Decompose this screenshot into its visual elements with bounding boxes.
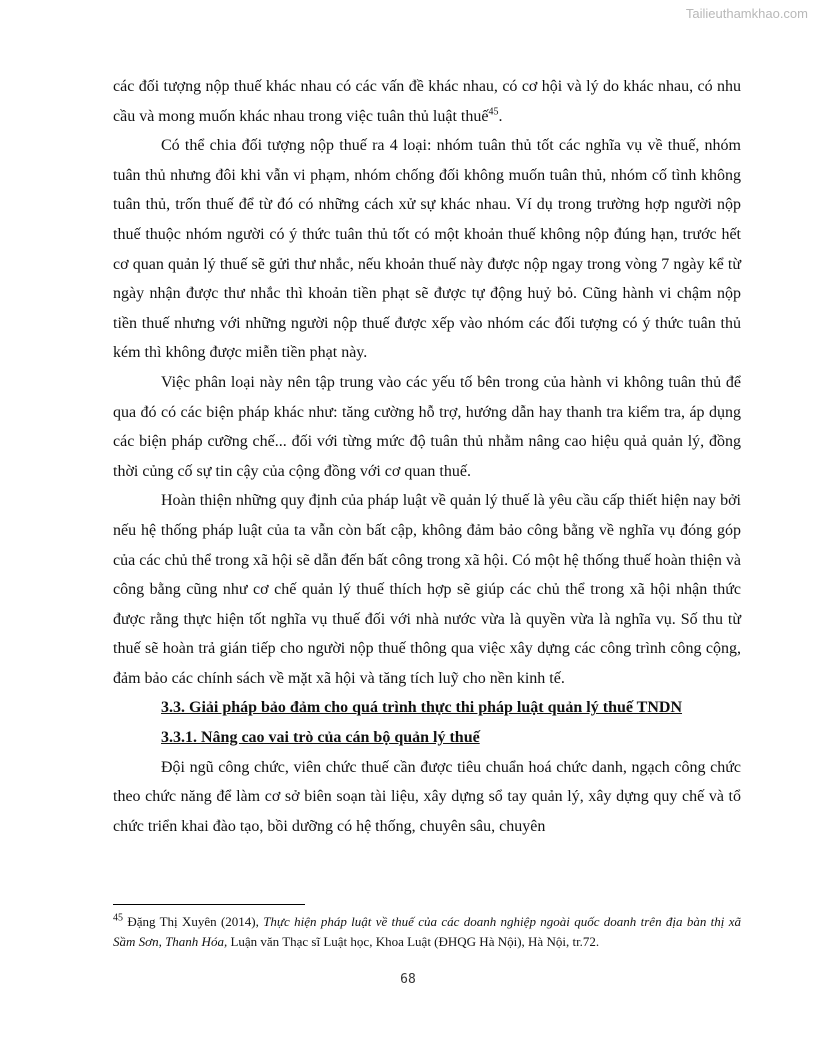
page-number: 68 (400, 972, 416, 987)
watermark: Tailieuthamkhao.com (685, 6, 808, 21)
paragraph-1-text: các đối tượng nộp thuế khác nhau có các vấn đề khác nhau, có cơ hội và lý do khác nhau, có nhu cầu và mong muốn khác nhau trong việc tuân thủ luật thuế (113, 78, 741, 125)
paragraph-1-tail: . (498, 107, 503, 125)
paragraph-3: Việc phân loại này nên tập trung vào các yếu tố bên trong của hành vi không tuân thủ để qua đó có các biện pháp khác như: tăng cường hỗ trợ, hướng dẫn hay thanh tra kiểm tra, áp dụng các biện pháp cưỡng chế... đối với từng mức độ tuân thủ nhằm nâng cao hiệu quả quản lý, đồng thời củng cố sự tin cậy của cộng đồng với cơ quan thuế. (113, 373, 741, 480)
paragraph-1 (113, 72, 741, 131)
footnote-ref[interactable]: 45 (488, 106, 499, 118)
paragraph-2: Có thể chia đối tượng nộp thuế ra 4 loại: nhóm tuân thủ tốt các nghĩa vụ về thuế, nhóm tuân thủ nhưng đôi khi vẫn vi phạm, nhóm chống đối không muốn tuân thủ, nhóm cố tình không tuân thủ, trốn thuế để từ đó có những cách xử sự khác nhau. Ví dụ trong trường hợp người nộp thuế thuộc nhóm người có ý thức tuân thủ tốt có một khoản thuế không nộp đúng hạn, trước hết cơ quan quản lý thuế sẽ gửi thư nhắc, nếu khoản thuế này được nộp ngay trong vòng 7 ngày kể từ ngày nhận được thư nhắc thì khoản tiền phạt sẽ được tự động huỷ bỏ. Cũng hành vi chậm nộp tiền thuế nhưng với những người nộp thuế được xếp vào nhóm các đối tượng có ý thức tuân thủ kém thì không được miễn tiền phạt này. (113, 137, 741, 362)
footnote-title: Thực hiện pháp luật về thuế của các doanh nghiệp ngoài quốc doanh trên địa bàn thị xã Sầm Sơn, Thanh Hóa, (113, 914, 741, 949)
footnote-mark: 45 (113, 912, 123, 924)
paragraph-5: Đội ngũ công chức, viên chức thuế cần được tiêu chuẩn hoá chức danh, ngạch công chức theo chức năng để làm cơ sở biên soạn tài liệu, xây dựng sổ tay quản lý, xây dựng quy chế và tổ chức triển khai đào tạo, bồi dưỡng có hệ thống, chuyên sâu, chuyên (113, 758, 741, 835)
page-body (113, 72, 741, 841)
footnote (113, 912, 741, 952)
footnote-divider (113, 904, 305, 905)
section-heading: 3.3. Giải pháp bảo đảm cho quá trình thực thi pháp luật quản lý thuế TNDN (161, 699, 683, 717)
paragraph-4: Hoàn thiện những quy định của pháp luật về quản lý thuế là yêu cầu cấp thiết hiện nay bởi nếu hệ thống pháp luật của ta vẫn còn bất cập, không đảm bảo công bằng về nghĩa vụ đóng góp của các chủ thể trong xã hội sẽ dẫn đến bất công trong xã hội. Có một hệ thống thuế hoàn thiện và công bằng cũng như cơ chế quản lý thuế thích hợp sẽ giúp các chủ thể trong xã hội nhận thức được rằng thực hiện tốt nghĩa vụ thuế đối với nhà nước vừa là quyền vừa là nghĩa vụ. Số thu từ thuế sẽ hoàn trả gián tiếp cho người nộp thuế thông qua việc xây dựng các công trình công cộng, đảm bảo các chính sách về mặt xã hội và tăng tích luỹ cho nền kinh tế. (113, 492, 741, 687)
subsection-heading: 3.3.1. Nâng cao vai trò của cán bộ quản lý thuế (161, 729, 480, 747)
footnote-author: Đặng Thị Xuyên (2014), (123, 914, 264, 929)
footnote-rest: Luận văn Thạc sĩ Luật học, Khoa Luật (ĐHQG Hà Nội), Hà Nội, tr.72. (227, 934, 600, 949)
